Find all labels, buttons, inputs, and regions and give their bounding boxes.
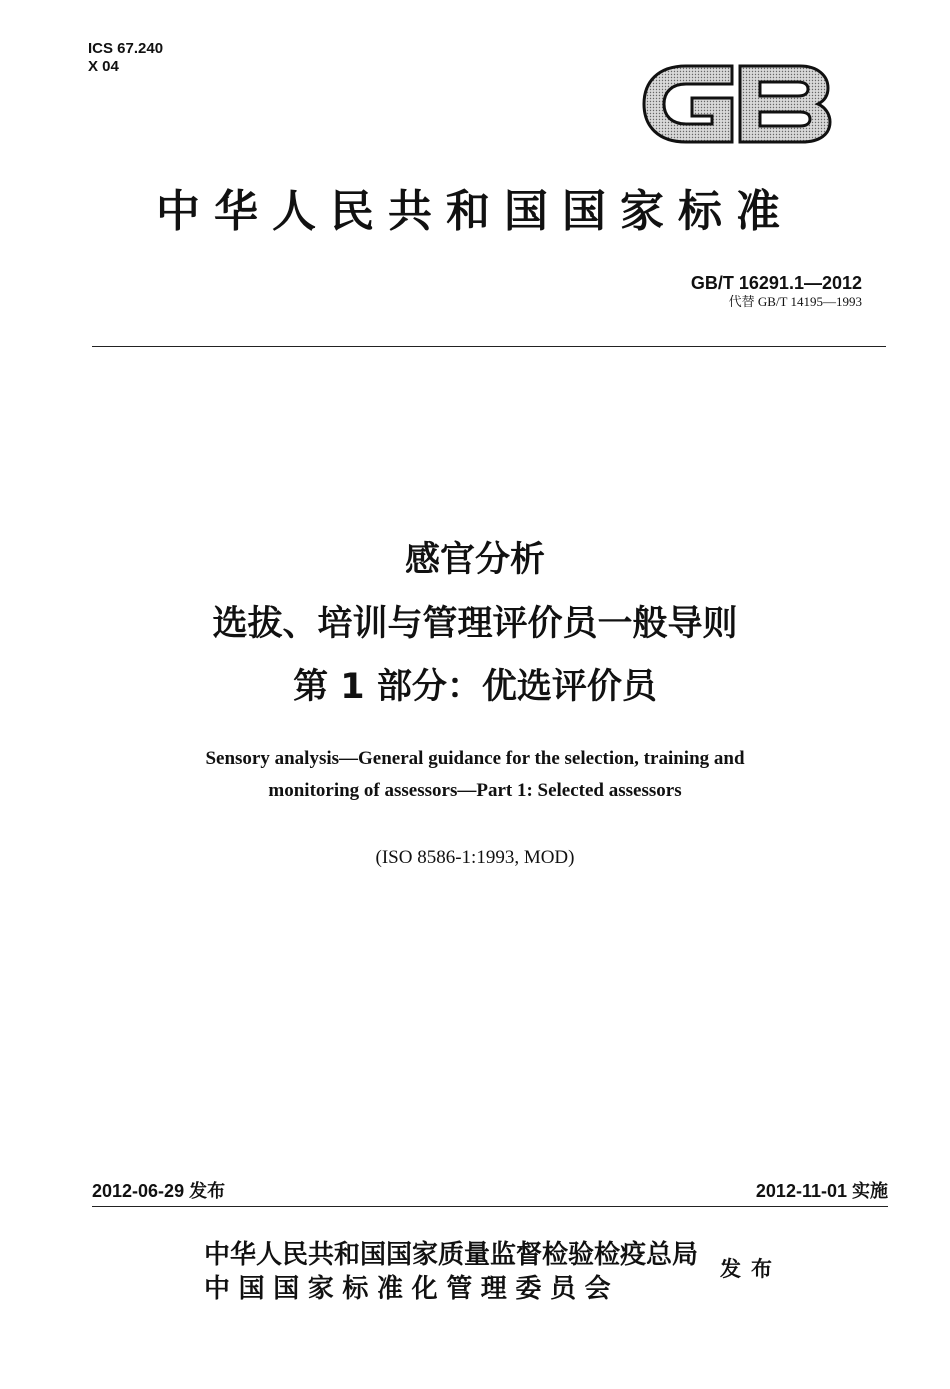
issue-date: 2012-06-29 发布 [92,1181,226,1201]
ccs-code: X 04 [88,58,119,75]
english-title-line-1: Sensory analysis—General guidance for the selection, training and [205,748,745,769]
standard-number: GB/T 16291.1—2012 [690,273,862,293]
implementation-date: 2012-11-01 实施 [755,1181,888,1201]
publish-label: 发布 [720,1256,782,1281]
issuer-aqsiq: 中华人民共和国国家质量监督检验检疫总局 [204,1240,699,1270]
replaced-standard: 代替 GB/T 14195—1993 [728,294,862,309]
ics-code: ICS 67.240 [88,40,164,57]
header-divider [92,346,886,347]
classification-codes [88,40,163,76]
gb-logo-icon [640,58,832,150]
chinese-title-line-3: 第 1 部分：优选评价员 [293,667,657,707]
chinese-title-line-2: 选拔、培训与管理评价员一般导则 [212,604,738,644]
adoption-reference: (ISO 8586-1:1993, MOD) [375,847,575,868]
chinese-title-line-1: 感官分析 [404,540,545,580]
footer-divider [92,1206,888,1207]
issuing-authorities [204,1238,698,1306]
english-title-line-2: monitoring of assessors—Part 1: Selected assessors [268,780,682,801]
issuer-sac: 中国国家标准化管理委员会 [204,1274,620,1304]
national-standard-heading: 中华人民共和国国家标准 [156,186,794,237]
standard-number-block [691,272,862,310]
